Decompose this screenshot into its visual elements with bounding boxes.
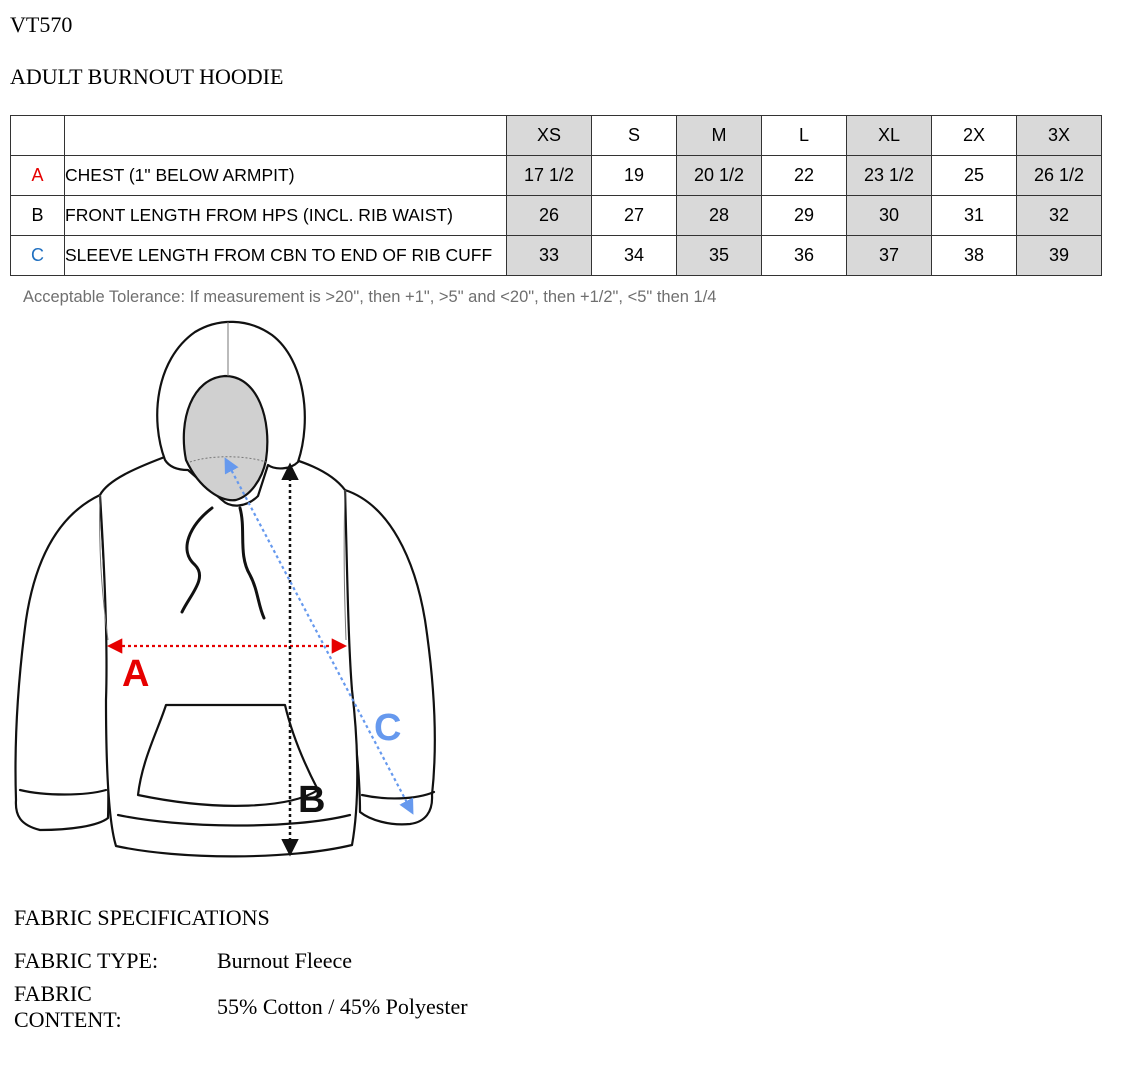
- measurement-value: 28: [677, 196, 762, 236]
- tolerance-note: Acceptable Tolerance: If measurement is >20", then +1", >5" and <20", then +1/2", <5" then 1/4: [23, 288, 717, 306]
- measurement-value: 31: [932, 196, 1017, 236]
- measurement-value: 17 1/2: [507, 156, 592, 196]
- measurement-value: 32: [1017, 196, 1102, 236]
- size-header: 3X: [1017, 116, 1102, 156]
- size-header: XS: [507, 116, 592, 156]
- measurement-row-front-length: [11, 196, 1102, 236]
- measurement-description: SLEEVE LENGTH FROM CBN TO END OF RIB CUFF: [65, 236, 507, 276]
- fabric-content-label-line1: FABRIC: [14, 981, 92, 1006]
- style-code: VT570: [10, 12, 73, 37]
- size-chart-table: [10, 115, 1102, 276]
- size-header: L: [762, 116, 847, 156]
- measurement-letter: A: [11, 156, 65, 196]
- measurement-value: 26 1/2: [1017, 156, 1102, 196]
- fabric-content-value: 55% Cotton / 45% Polyester: [217, 994, 468, 1019]
- size-header: 2X: [932, 116, 1017, 156]
- measurement-value: 36: [762, 236, 847, 276]
- fabric-type-label: FABRIC TYPE:: [14, 948, 159, 973]
- measurement-value: 39: [1017, 236, 1102, 276]
- fabric-content-label-line2: CONTENT:: [14, 1007, 122, 1032]
- header-empty-letter: [11, 116, 65, 156]
- size-header: M: [677, 116, 762, 156]
- measurement-letter: B: [11, 196, 65, 236]
- size-header: XL: [847, 116, 932, 156]
- measurement-value: 25: [932, 156, 1017, 196]
- measurement-row-sleeve-length: [11, 236, 1102, 276]
- measurement-a-label: A: [122, 653, 150, 695]
- header-empty-desc: [65, 116, 507, 156]
- measurement-row-chest: [11, 156, 1102, 196]
- measurement-description: FRONT LENGTH FROM HPS (INCL. RIB WAIST): [65, 196, 507, 236]
- left-sleeve-outline: [15, 495, 108, 830]
- measurement-value: 38: [932, 236, 1017, 276]
- fabric-specs-title: FABRIC SPECIFICATIONS: [14, 905, 270, 930]
- measurement-value: 34: [592, 236, 677, 276]
- size-header: S: [592, 116, 677, 156]
- measurement-b-label: B: [298, 779, 326, 821]
- size-header-row: [11, 116, 1102, 156]
- measurement-description: CHEST (1" BELOW ARMPIT): [65, 156, 507, 196]
- right-sleeve-outline: [345, 490, 435, 824]
- hoodie-measurement-diagram: [0, 310, 460, 870]
- measurement-value: 19: [592, 156, 677, 196]
- measurement-letter: C: [11, 236, 65, 276]
- measurement-c-label: C: [374, 707, 402, 749]
- measurement-value: 27: [592, 196, 677, 236]
- measurement-value: 26: [507, 196, 592, 236]
- measurement-value: 23 1/2: [847, 156, 932, 196]
- measurement-value: 33: [507, 236, 592, 276]
- measurement-value: 30: [847, 196, 932, 236]
- fabric-content-label: [14, 981, 122, 1033]
- product-name: ADULT BURNOUT HOODIE: [10, 64, 284, 89]
- measurement-value: 37: [847, 236, 932, 276]
- fabric-type-value: Burnout Fleece: [217, 948, 353, 973]
- measurement-value: 29: [762, 196, 847, 236]
- measurement-value: 35: [677, 236, 762, 276]
- measurement-value: 20 1/2: [677, 156, 762, 196]
- measurement-value: 22: [762, 156, 847, 196]
